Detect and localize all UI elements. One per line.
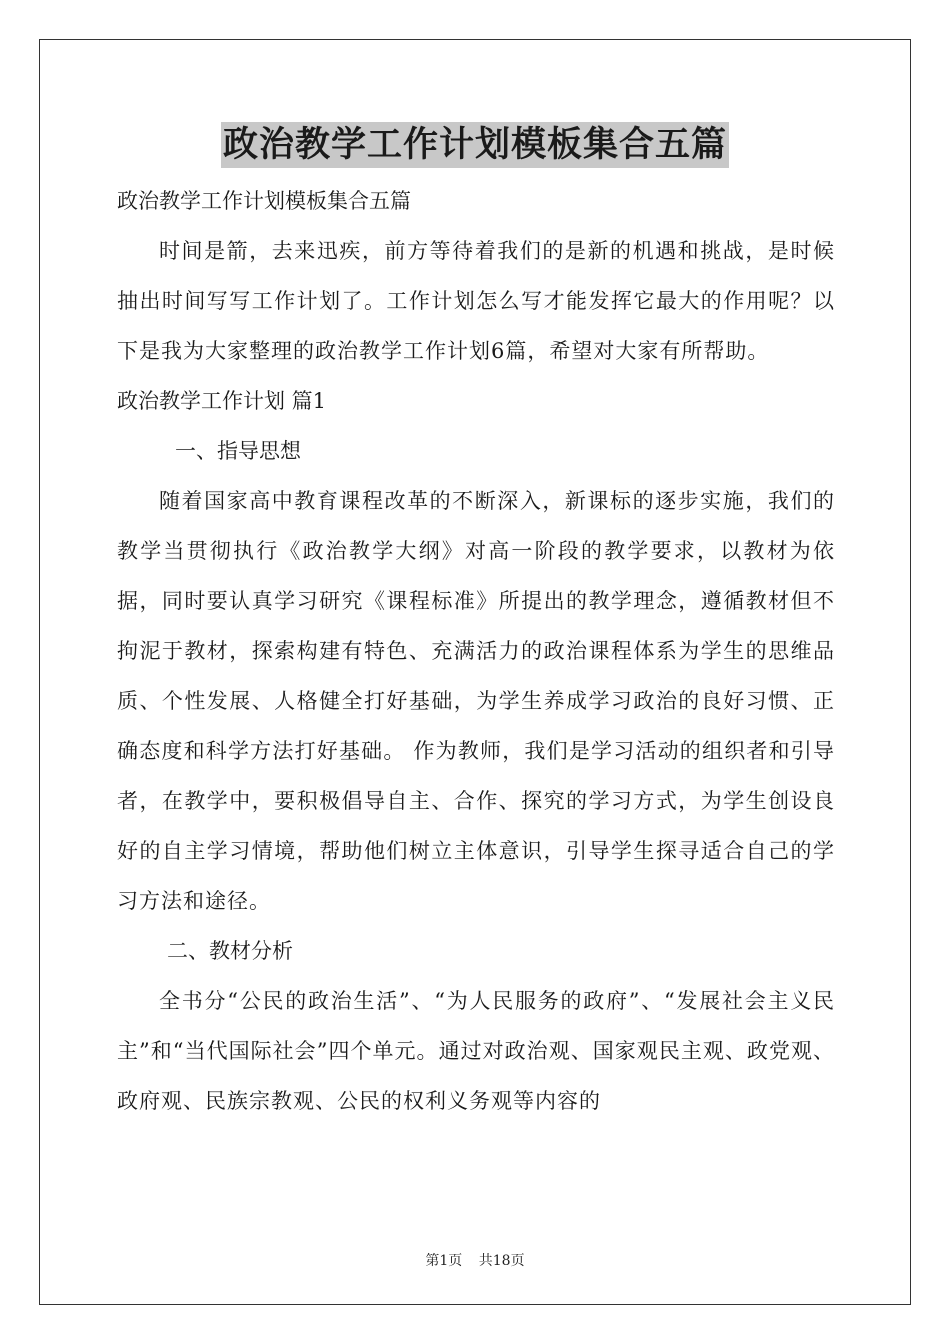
paragraph-guiding-thought: 随着国家高中教育课程改革的不断深入，新课标的逐步实施，我们的教学当贯彻执行《政治教学大纲》对高一阶段的教学要求，以教材为依据，同时要认真学习研究《课程标准》所提出的教学理念，遵循教材但不拘泥于教材，探索构建有特色、充满活力的政治课程体系为学生的思维品质、个性发展、人格健全打好基础，为学生养成学习政治的良好习惯、正确态度和科学方法打好基础。 作为教师，我们是学习活动的组织者和引导者，在教学中，要积极倡导自主、合作、探究的学习方式，为学生创设良好的自主学习情境，帮助他们树立主体意识，引导学生探寻适合自己的学习方法和途径。 xyxy=(117,489,835,913)
intro-paragraph: 时间是箭，去来迅疾，前方等待着我们的是新的机遇和挑战，是时候抽出时间写写工作计划了。工作计划怎么写才能发挥它最大的作用呢？以下是我为大家整理的政治教学工作计划6篇，希望对大家有所帮助。 xyxy=(117,239,835,363)
subheading-guiding-thought: 一、指导思想 xyxy=(175,439,301,463)
page-number: 第1页 xyxy=(425,1253,463,1269)
title-container xyxy=(0,122,950,168)
document-body xyxy=(117,176,835,1126)
document-subtitle: 政治教学工作计划模板集合五篇 xyxy=(117,189,411,213)
subheading-textbook-analysis: 二、教材分析 xyxy=(167,939,293,963)
paragraph-textbook-analysis: 全书分“公民的政治生活”、“为人民服务的政府”、“发展社会主义民主”和“当代国际社会”四个单元。通过对政治观、国家观民主观、政党观、政府观、民族宗教观、公民的权利义务观等内容的 xyxy=(117,989,835,1113)
document-title: 政治教学工作计划模板集合五篇 xyxy=(221,122,729,168)
page-total: 共18页 xyxy=(478,1253,525,1269)
section-heading: 政治教学工作计划 篇1 xyxy=(117,389,327,413)
page-footer xyxy=(0,1250,950,1270)
